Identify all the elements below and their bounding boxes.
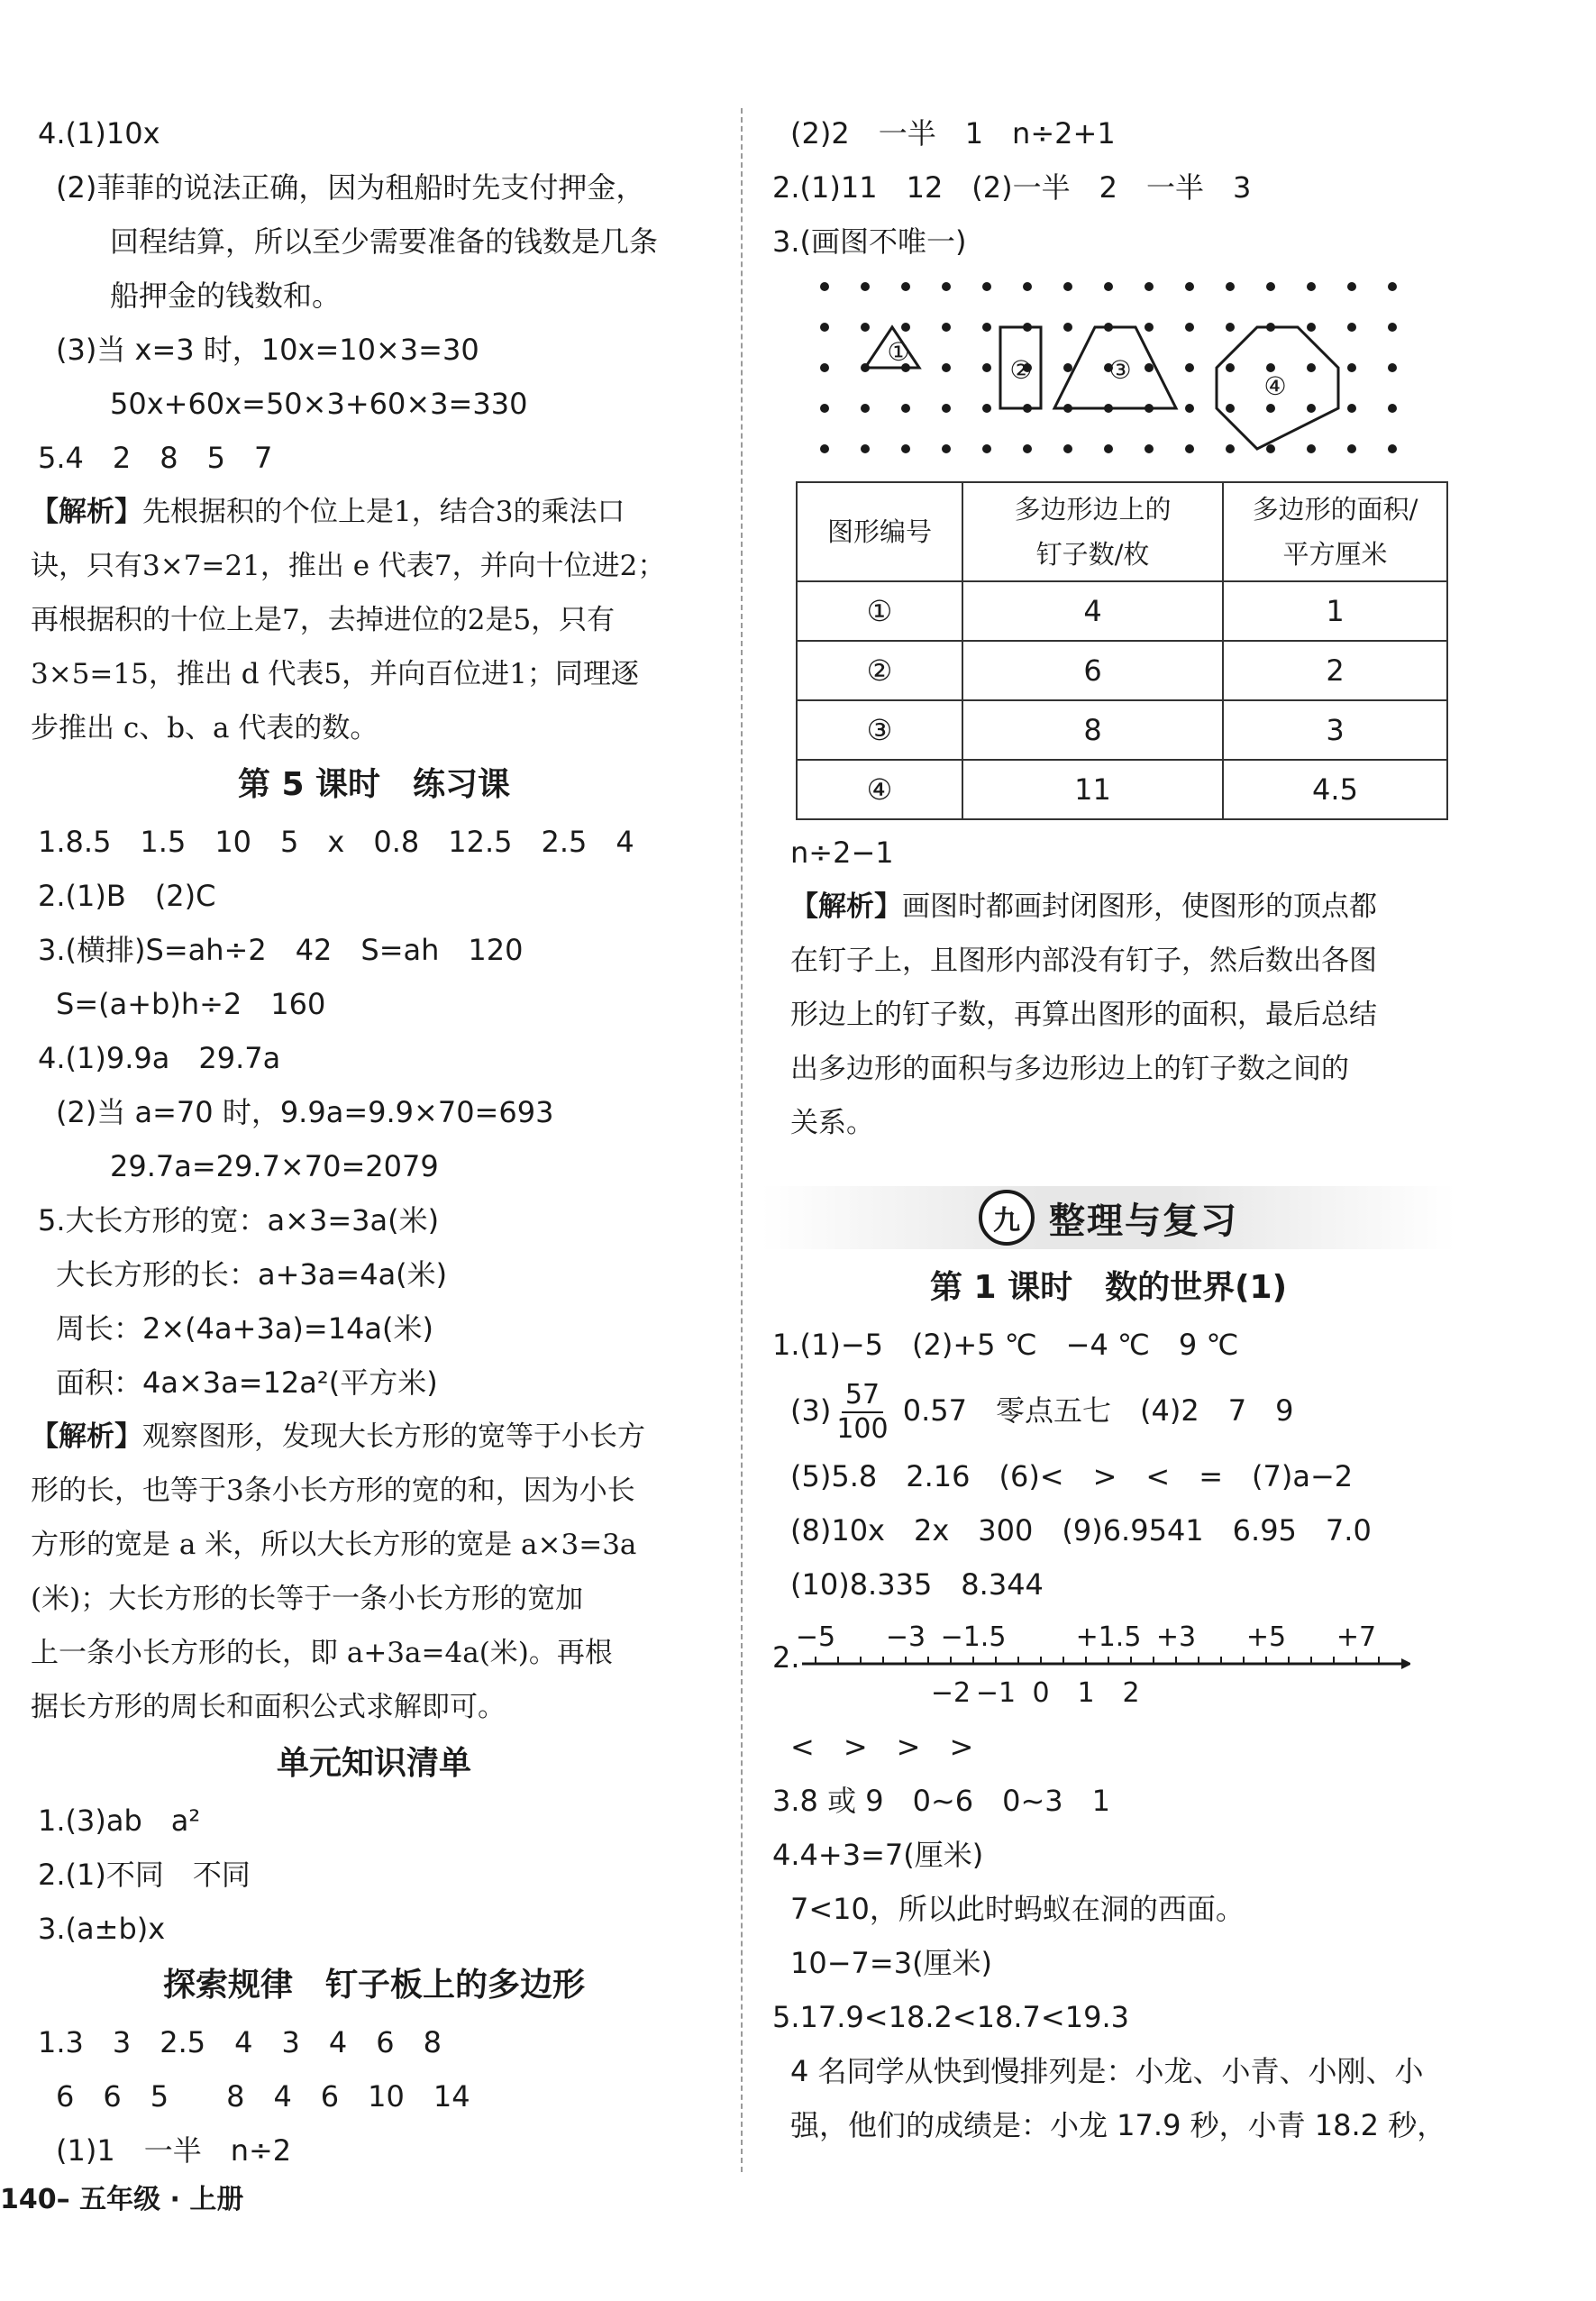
shape-label: ④: [1263, 371, 1287, 401]
peg-dot: [1185, 282, 1194, 291]
table-cell: 4: [962, 581, 1223, 641]
answer-line: 面积：4a×3a=12a²(平方米): [56, 1365, 438, 1400]
peg-dot: [982, 363, 991, 372]
analysis-line: 形的长，也等于3条小长方形的宽的和，因为小长: [31, 1475, 635, 1507]
peg-dot: [1307, 363, 1316, 372]
peg-dot: [861, 444, 870, 453]
page-number: 140: [0, 2184, 57, 2215]
answer-line: 船押金的钱数和。: [110, 278, 342, 313]
peg-dot: [1347, 404, 1356, 413]
peg-dot: [1388, 444, 1397, 453]
answer-line: 1.3 3 2.5 4 3 4 6 8: [38, 2025, 442, 2059]
answer-line: 3.8 或 9 0~6 0~3 1: [772, 1784, 1111, 1818]
answer-line: 4.(1)9.9a 29.7a: [38, 1041, 281, 1075]
peg-dot: [942, 282, 951, 291]
analysis-line: 方形的宽是 a 米，所以大长方形的宽是 a×3=3a: [31, 1529, 637, 1561]
number-line-top-label: −1.5: [940, 1621, 1007, 1653]
answer-line: 10−7=3(厘米): [790, 1946, 993, 1980]
peg-dot: [1307, 323, 1316, 332]
answer-line: 周长：2×(4a+3a)=14a(米): [56, 1311, 434, 1346]
peg-dot: [1226, 323, 1235, 332]
peg-dot: [1185, 323, 1194, 332]
header-line: 图形编号: [826, 516, 932, 547]
number-line-top-label: +3: [1155, 1621, 1197, 1653]
peg-dot: [1388, 282, 1397, 291]
number-line-top-label: +7: [1336, 1621, 1377, 1653]
table-cell: 6: [962, 641, 1223, 700]
page-footer: [0, 2177, 243, 2216]
analysis-line: (米)；大长方形的长等于一条小长方形的宽加: [31, 1583, 584, 1615]
peg-dot: [1063, 363, 1072, 372]
peg-dot: [1023, 444, 1032, 453]
number-line-bottom-label: 0: [1032, 1677, 1050, 1709]
table-cell: 4.5: [1223, 760, 1447, 819]
lesson-title: 第 1 课时 数的世界(1): [929, 1269, 1288, 1306]
analysis-line: 观察图形，发现大长方形的宽等于小长方: [142, 1420, 645, 1453]
answer-line: (5)5.8 2.16 (6)< > < = (7)a−2: [790, 1459, 1354, 1493]
column-divider: [741, 108, 743, 2172]
answer-line: 5.大长方形的宽：a×3=3a(米): [38, 1203, 440, 1237]
answer-line: S=(a+b)h÷2 160: [56, 987, 326, 1021]
table-cell: ②: [797, 641, 962, 700]
peg-dot: [1063, 282, 1072, 291]
table-cell: 1: [1223, 581, 1447, 641]
peg-dot: [1185, 444, 1194, 453]
peg-dot: [1266, 404, 1275, 413]
number-line-arrow: [1401, 1658, 1410, 1669]
peg-dot: [982, 404, 991, 413]
table-cell: 3: [1223, 700, 1447, 760]
footer-dash: –: [56, 2184, 80, 2215]
peg-dot: [820, 323, 829, 332]
answer-line: 强，他们的成绩是：小龙 17.9 秒，小青 18.2 秒，: [790, 2108, 1446, 2142]
peg-dot: [1307, 444, 1316, 453]
analysis-line: 步推出 c、b、a 代表的数。: [31, 712, 378, 744]
analysis-tag: 【解析】: [31, 1420, 142, 1453]
number-line-bottom-label: 2: [1122, 1677, 1140, 1709]
answer-line: 2.(1)11 12 (2)一半 2 一半 3: [772, 170, 1252, 205]
answer-line: 5.17.9<18.2<18.7<19.3: [772, 2000, 1129, 2034]
peg-dot: [861, 404, 870, 413]
peg-dot: [1347, 282, 1356, 291]
answer-line-fraction: [762, 1372, 1455, 1449]
number-line-svg: [762, 1612, 1410, 1720]
peg-dot: [901, 404, 910, 413]
peg-dot: [1145, 323, 1154, 332]
peg-dot: [1023, 282, 1032, 291]
answer-line: (2)菲菲的说法正确，因为租船时先支付押金，: [56, 170, 645, 205]
analysis-line: 先根据积的个位上是1，结合3的乘法口: [142, 496, 625, 528]
answer-line: (8)10x 2x 300 (9)6.9541 6.95 7.0: [790, 1513, 1372, 1548]
section-title: 探索规律 钉子板上的多边形: [162, 1967, 585, 2004]
answer-line: 1.8.5 1.5 10 5 x 0.8 12.5 2.5 4: [38, 825, 634, 859]
analysis-line: 出多边形的面积与多边形边上的钉子数之间的: [790, 1053, 1349, 1085]
analysis-line: 诀，只有3×7=21，推出 e 代表7，并向十位进2；: [31, 550, 666, 582]
analysis-line: 在钉子上，且图形内部没有钉子，然后数出各图: [790, 945, 1377, 977]
analysis-line: 上一条小长方形的长，即 a+3a=4a(米)。再根: [31, 1637, 613, 1669]
peg-dot: [1307, 404, 1316, 413]
table-cell: 2: [1223, 641, 1447, 700]
answer-line: (2)当 a=70 时，9.9a=9.9×70=693: [56, 1095, 554, 1129]
peg-dot: [820, 282, 829, 291]
peg-dot: [1388, 323, 1397, 332]
formula-line: n÷2−1: [790, 835, 894, 870]
table-row: [797, 760, 1447, 819]
left-column: [27, 106, 721, 2178]
answer-rest: 0.57 零点五七 (4)2 7 9: [902, 1393, 1294, 1428]
answer-line: (2)2 一半 1 n÷2+1: [790, 116, 1116, 151]
peg-dot: [1226, 282, 1235, 291]
pegboard-table: [796, 481, 1448, 820]
answer-line: (3)当 x=3 时，10x=10×3=30: [56, 333, 479, 367]
section-title: 单元知识清单: [276, 1745, 471, 1782]
header-line: 多边形边上的: [1014, 494, 1172, 525]
analysis-paragraph: [27, 485, 721, 755]
pegboard-svg: [798, 278, 1446, 476]
peg-dot: [942, 323, 951, 332]
pegboard-figure: [798, 278, 1446, 476]
answer-line: 4 名同学从快到慢排列是：小龙、小青、小刚、小: [790, 2054, 1424, 2088]
fraction-denominator: 100: [836, 1413, 889, 1445]
answer-line: 5.4 2 8 5 7: [38, 441, 273, 475]
table-header-row: [797, 482, 1447, 581]
header-line: 多边形的面积/: [1252, 494, 1418, 525]
peg-dot: [861, 323, 870, 332]
peg-dot: [1388, 404, 1397, 413]
table-cell: 8: [962, 700, 1223, 760]
answer-line: 3.(横排)S=ah÷2 42 S=ah 120: [38, 933, 524, 967]
answer-line: 大长方形的长：a+3a=4a(米): [56, 1257, 448, 1292]
analysis-tag: 【解析】: [31, 496, 142, 528]
peg-dot: [942, 404, 951, 413]
answer-prefix: (3): [790, 1393, 832, 1428]
answer-line: 4.(1)10x: [38, 116, 160, 151]
answer-line: 2.(1)B (2)C: [38, 879, 216, 913]
fraction: [836, 1379, 888, 1446]
peg-dot: [1266, 282, 1275, 291]
table-row: [797, 581, 1447, 641]
peg-dot: [1388, 363, 1397, 372]
table-cell: ①: [797, 581, 962, 641]
number-line-top-label: −3: [885, 1621, 926, 1653]
peg-dot: [1226, 404, 1235, 413]
shape-label: ③: [1108, 355, 1132, 385]
peg-dot: [982, 444, 991, 453]
answer-line: 1.(3)ab a²: [38, 1803, 201, 1838]
analysis-paragraph: [27, 1410, 721, 1734]
peg-dot: [820, 404, 829, 413]
table-cell: ③: [797, 700, 962, 760]
answer-line: 1.(1)−5 (2)+5 ℃ −4 ℃ 9 ℃: [772, 1328, 1239, 1362]
shape-label: ①: [887, 337, 910, 367]
peg-dot: [1266, 444, 1275, 453]
table-header: [1223, 482, 1447, 581]
answer-prefix: 2.: [772, 1640, 800, 1675]
answer-line: 7<10，所以此时蚂蚁在洞的西面。: [790, 1892, 1245, 1926]
number-line-top-label: −5: [795, 1621, 836, 1653]
number-line-bottom-label: −2: [930, 1677, 971, 1709]
right-column: [762, 106, 1455, 2152]
peg-dot: [820, 363, 829, 372]
analysis-tag: 【解析】: [790, 890, 902, 923]
peg-dot: [1063, 444, 1072, 453]
peg-dot: [1104, 282, 1113, 291]
peg-dot: [1145, 363, 1154, 372]
peg-dot: [1347, 444, 1356, 453]
peg-dot: [1063, 323, 1072, 332]
table-row: [797, 700, 1447, 760]
answer-line: < > > >: [790, 1730, 974, 1764]
answer-line: 3.(画图不唯一): [772, 224, 967, 259]
footer-label: 五年级 · 上册: [79, 2184, 244, 2215]
lesson-title: 第 5 课时 练习课: [237, 766, 511, 803]
analysis-line: 画图时都画封闭图形，使图形的顶点都: [902, 890, 1377, 923]
peg-dot: [1307, 282, 1316, 291]
peg-dot: [1226, 444, 1235, 453]
peg-dot: [901, 323, 910, 332]
number-line-bottom-label: −1: [975, 1677, 1017, 1709]
answer-line: (1)1 一半 n÷2: [56, 2133, 292, 2168]
peg-dot: [982, 282, 991, 291]
analysis-line: 关系。: [790, 1107, 874, 1139]
number-line-top-label: +5: [1245, 1621, 1287, 1653]
table-header: [797, 482, 962, 581]
number-line-top-label: +1.5: [1075, 1621, 1142, 1653]
table-cell: 11: [962, 760, 1223, 819]
chapter-number: 九: [979, 1190, 1035, 1246]
answer-line: 50x+60x=50×3+60×3=330: [110, 387, 528, 421]
peg-dot: [1145, 444, 1154, 453]
table-cell: ④: [797, 760, 962, 819]
peg-dot: [1145, 282, 1154, 291]
answer-line: (10)8.335 8.344: [790, 1567, 1044, 1602]
chapter-banner: [762, 1186, 1455, 1249]
peg-dot: [942, 444, 951, 453]
header-line: 钉子数/枚: [1035, 539, 1150, 570]
analysis-line: 据长方形的周长和面积公式求解即可。: [31, 1691, 506, 1723]
peg-dot: [1347, 363, 1356, 372]
peg-dot: [861, 282, 870, 291]
header-line: 平方厘米: [1282, 539, 1388, 570]
analysis-line: 形边上的钉子数，再算出图形的面积，最后总结: [790, 999, 1377, 1031]
answer-line: 回程结算，所以至少需要准备的钱数是几条: [110, 224, 659, 259]
shape-label: ②: [1009, 355, 1033, 385]
analysis-paragraph: [762, 880, 1455, 1150]
peg-dot: [820, 444, 829, 453]
answer-line: 2.(1)不同 不同: [38, 1858, 251, 1892]
peg-dot: [982, 323, 991, 332]
chapter-title: 整理与复习: [1049, 1200, 1238, 1242]
answer-line: 3.(a±b)x: [38, 1912, 166, 1946]
table-row: [797, 641, 1447, 700]
peg-dot: [901, 282, 910, 291]
peg-dot: [1104, 444, 1113, 453]
peg-dot: [1226, 363, 1235, 372]
answer-line: 29.7a=29.7×70=2079: [110, 1149, 439, 1183]
analysis-line: 再根据积的十位上是7，去掉进位的2是5，只有: [31, 604, 616, 636]
fraction-numerator: 57: [842, 1379, 883, 1413]
analysis-line: 3×5=15，推出 d 代表5，并向百位进1；同理逐: [31, 658, 639, 690]
peg-dot: [1347, 323, 1356, 332]
peg-dot: [1185, 363, 1194, 372]
answer-line: 4.4+3=7(厘米): [772, 1838, 984, 1872]
peg-dot: [1185, 404, 1194, 413]
number-line-answer: [762, 1612, 1455, 1720]
peg-dot: [901, 444, 910, 453]
peg-dot: [942, 363, 951, 372]
answer-line: 6 6 5 8 4 6 10 14: [56, 2079, 470, 2114]
number-line-bottom-label: 1: [1077, 1677, 1095, 1709]
table-header: [962, 482, 1223, 581]
